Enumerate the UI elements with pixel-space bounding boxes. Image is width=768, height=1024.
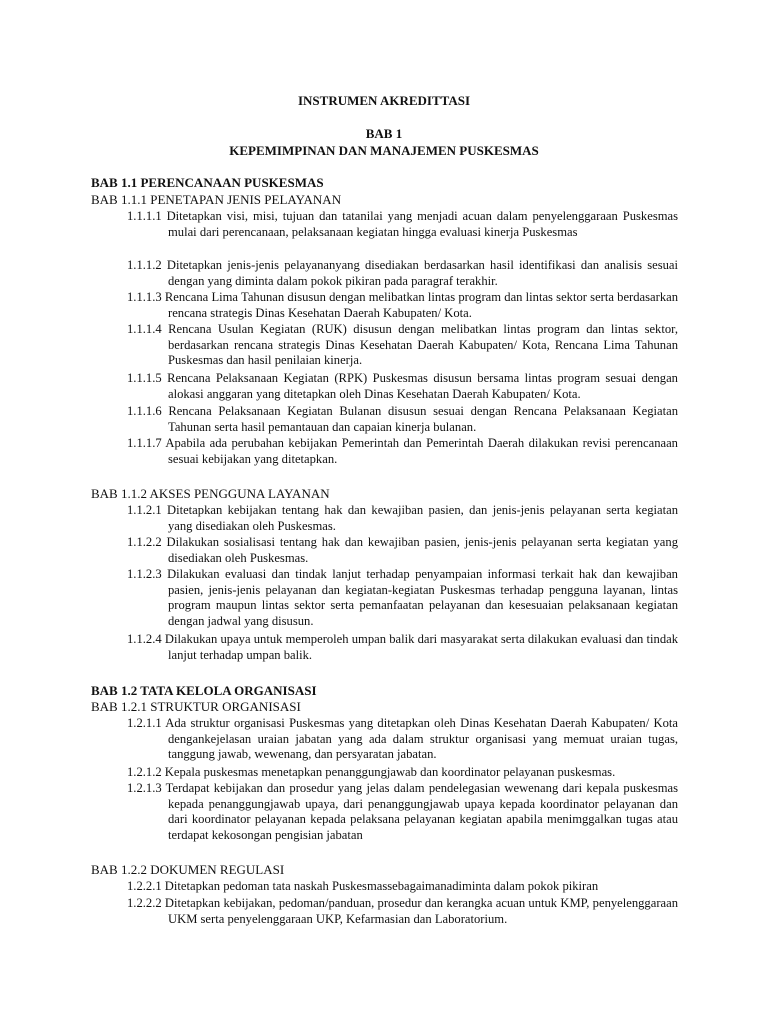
- item-number: 1.1.1.5: [127, 371, 162, 385]
- chapter-title: KEPEMIMPINAN DAN MANAJEMEN PUSKESMAS: [229, 143, 539, 158]
- list-item: [127, 436, 678, 467]
- item-text: Ditetapkan kebijakan, pedoman/panduan, prosedur dan kerangka acuan untuk KMP, penyelenggaraan UKM serta penyelenggaraan UKP, Kefarmasian dan Laboratorium.: [164, 896, 678, 926]
- subsection-heading-1-1-2: BAB 1.1.2 AKSES PENGGUNA LAYANAN: [91, 486, 330, 501]
- item-text: Ditetapkan visi, misi, tujuan dan tatanilai yang menjadi acuan dalam penyelenggaraan Puskesmas mulai dari perencanaan, pelaksanaan kegiatan hingga evaluasi kinerja Puskesmas: [166, 209, 679, 239]
- item-text: Rencana Lima Tahunan disusun dengan melibatkan lintas program dan lintas sektor serta berdasarkan rencana strategis Dinas Kesehatan Daerah Kabupaten/ Kota.: [164, 290, 678, 320]
- list-item: [127, 209, 679, 240]
- list-item: [127, 404, 678, 435]
- item-text: Kepala puskesmas menetapkan penanggungjawab dan koordinator pelayanan puskesmas.: [164, 765, 616, 779]
- item-number: 1.2.1.1: [127, 716, 162, 730]
- list-item: [127, 716, 678, 763]
- subsection-heading-1-2-2: BAB 1.2.2 DOKUMEN REGULASI: [91, 862, 285, 877]
- list-item: [127, 632, 678, 663]
- list-item: [127, 879, 678, 895]
- section-heading-1-1: BAB 1.1 PERENCANAAN PUSKESMAS: [91, 175, 324, 190]
- item-number: 1.2.1.2: [127, 765, 162, 779]
- item-number: 1.1.2.1: [127, 503, 162, 517]
- list-item: [127, 765, 678, 781]
- item-text: Ada struktur organisasi Puskesmas yang ditetapkan oleh Dinas Kesehatan Daerah Kabupaten/ Kota dengankejelasan uraian jabatan yang ada dalam struktur organisasi yang memuat uraian tugas, tanggung jawab, wewenang, dan persyaratan jabatan.: [165, 716, 678, 762]
- list-item: [127, 535, 678, 566]
- item-text: Ditetapkan jenis-jenis pelayananyang disediakan berdasarkan hasil identifikasi dan analisis sesuai dengan yang diminta dalam pokok pikiran pada paragraf terakhir.: [166, 258, 679, 288]
- subsection-heading-1-2-1: BAB 1.2.1 STRUKTUR ORGANISASI: [91, 699, 301, 714]
- document-title: INSTRUMEN AKREDITTASI: [297, 93, 471, 108]
- list-item: [127, 290, 678, 321]
- item-text: Ditetapkan kebijakan tentang hak dan kewajiban pasien, dan jenis-jenis pelayanan serta kegiatan yang disediakan oleh Puskesmas.: [167, 503, 678, 533]
- item-text: Dilakukan sosialisasi tentang hak dan kewajiban pasien, jenis-jenis pelayanan serta kegiatan yang disediakan oleh Puskesmas.: [166, 535, 678, 565]
- list-item: [127, 371, 678, 402]
- item-number: 1.1.1.7: [127, 436, 162, 450]
- list-item: [127, 896, 678, 927]
- item-number: 1.2.2.1: [127, 879, 162, 893]
- item-text: Dilakukan upaya untuk memperoleh umpan balik dari masyarakat serta dilakukan evaluasi dan tindak lanjut terhadap umpan balik.: [164, 632, 678, 662]
- item-number: 1.1.2.4: [127, 632, 162, 646]
- item-number: 1.1.1.2: [127, 258, 162, 272]
- item-number: 1.1.1.6: [127, 404, 162, 418]
- list-item: [127, 322, 678, 369]
- list-item: [127, 781, 679, 843]
- item-number: 1.1.1.1: [127, 209, 162, 223]
- item-text: Dilakukan evaluasi dan tindak lanjut terhadap penyampaian informasi terkait hak dan kewajiban pasien, jenis-jenis pelayanan dan kegiatan-kegiatan Puskesmas terhadap pengguna layanan, lintas program maupun lintas sektor serta pemanfaatan pelayanan dan kesesuaian pelaksanaan kegiatan dengan jadwal yang disusun.: [167, 567, 678, 628]
- item-text: Ditetapkan pedoman tata naskah Puskesmassebagaimanadiminta dalam pokok pikiran: [164, 879, 599, 893]
- item-number: 1.1.2.3: [127, 567, 162, 581]
- item-text: Terdapat kebijakan dan prosedur yang jelas dalam pendelegasian wewenang dari kepala puskesmas kepada penanggungjawab upaya, dari penanggungjawab upaya kepada koordinator pelayanan dan dari koordinator pelayanan kepada pelaksana pelayanan kegiatan apabila menimggalkan tugas atau terdapat kekosongan pengisian jabatan: [165, 781, 679, 842]
- item-number: 1.1.2.2: [127, 535, 162, 549]
- list-item: [127, 258, 679, 289]
- item-text: Rencana Usulan Kegiatan (RUK) disusun dengan melibatkan lintas program dan lintas sektor, berdasarkan rencana strategis Dinas Kesehatan Daerah Kabupaten/ Kota, Rencana Lima Tahunan Puskesmas dan hasil penilaian kinerja.: [168, 322, 678, 368]
- item-text: Rencana Pelaksanaan Kegiatan (RPK) Puskesmas disusun bersama lintas program sesuai dengan alokasi anggaran yang ditetapkan oleh Dinas Kesehatan Daerah Kabupaten/ Kota.: [167, 371, 678, 401]
- section-heading-1-2: BAB 1.2 TATA KELOLA ORGANISASI: [91, 683, 317, 698]
- chapter-number: BAB 1: [365, 126, 403, 141]
- item-number: 1.1.1.3: [127, 290, 162, 304]
- item-number: 1.1.1.4: [127, 322, 162, 336]
- item-text: Apabila ada perubahan kebijakan Pemerintah dan Pemerintah Daerah dilakukan revisi perencanaan sesuai kebijakan yang ditetapkan.: [165, 436, 678, 466]
- subsection-heading-1-1-1: BAB 1.1.1 PENETAPAN JENIS PELAYANAN: [91, 192, 342, 207]
- item-number: 1.2.2.2: [127, 896, 162, 910]
- item-number: 1.2.1.3: [127, 781, 162, 795]
- item-text: Rencana Pelaksanaan Kegiatan Bulanan disusun sesuai dengan Rencana Pelaksanaan Kegiatan Tahunan serta hasil pemantauan dan capaian kinerja bulanan.: [168, 404, 678, 434]
- list-item: [127, 503, 678, 534]
- list-item: [127, 567, 678, 629]
